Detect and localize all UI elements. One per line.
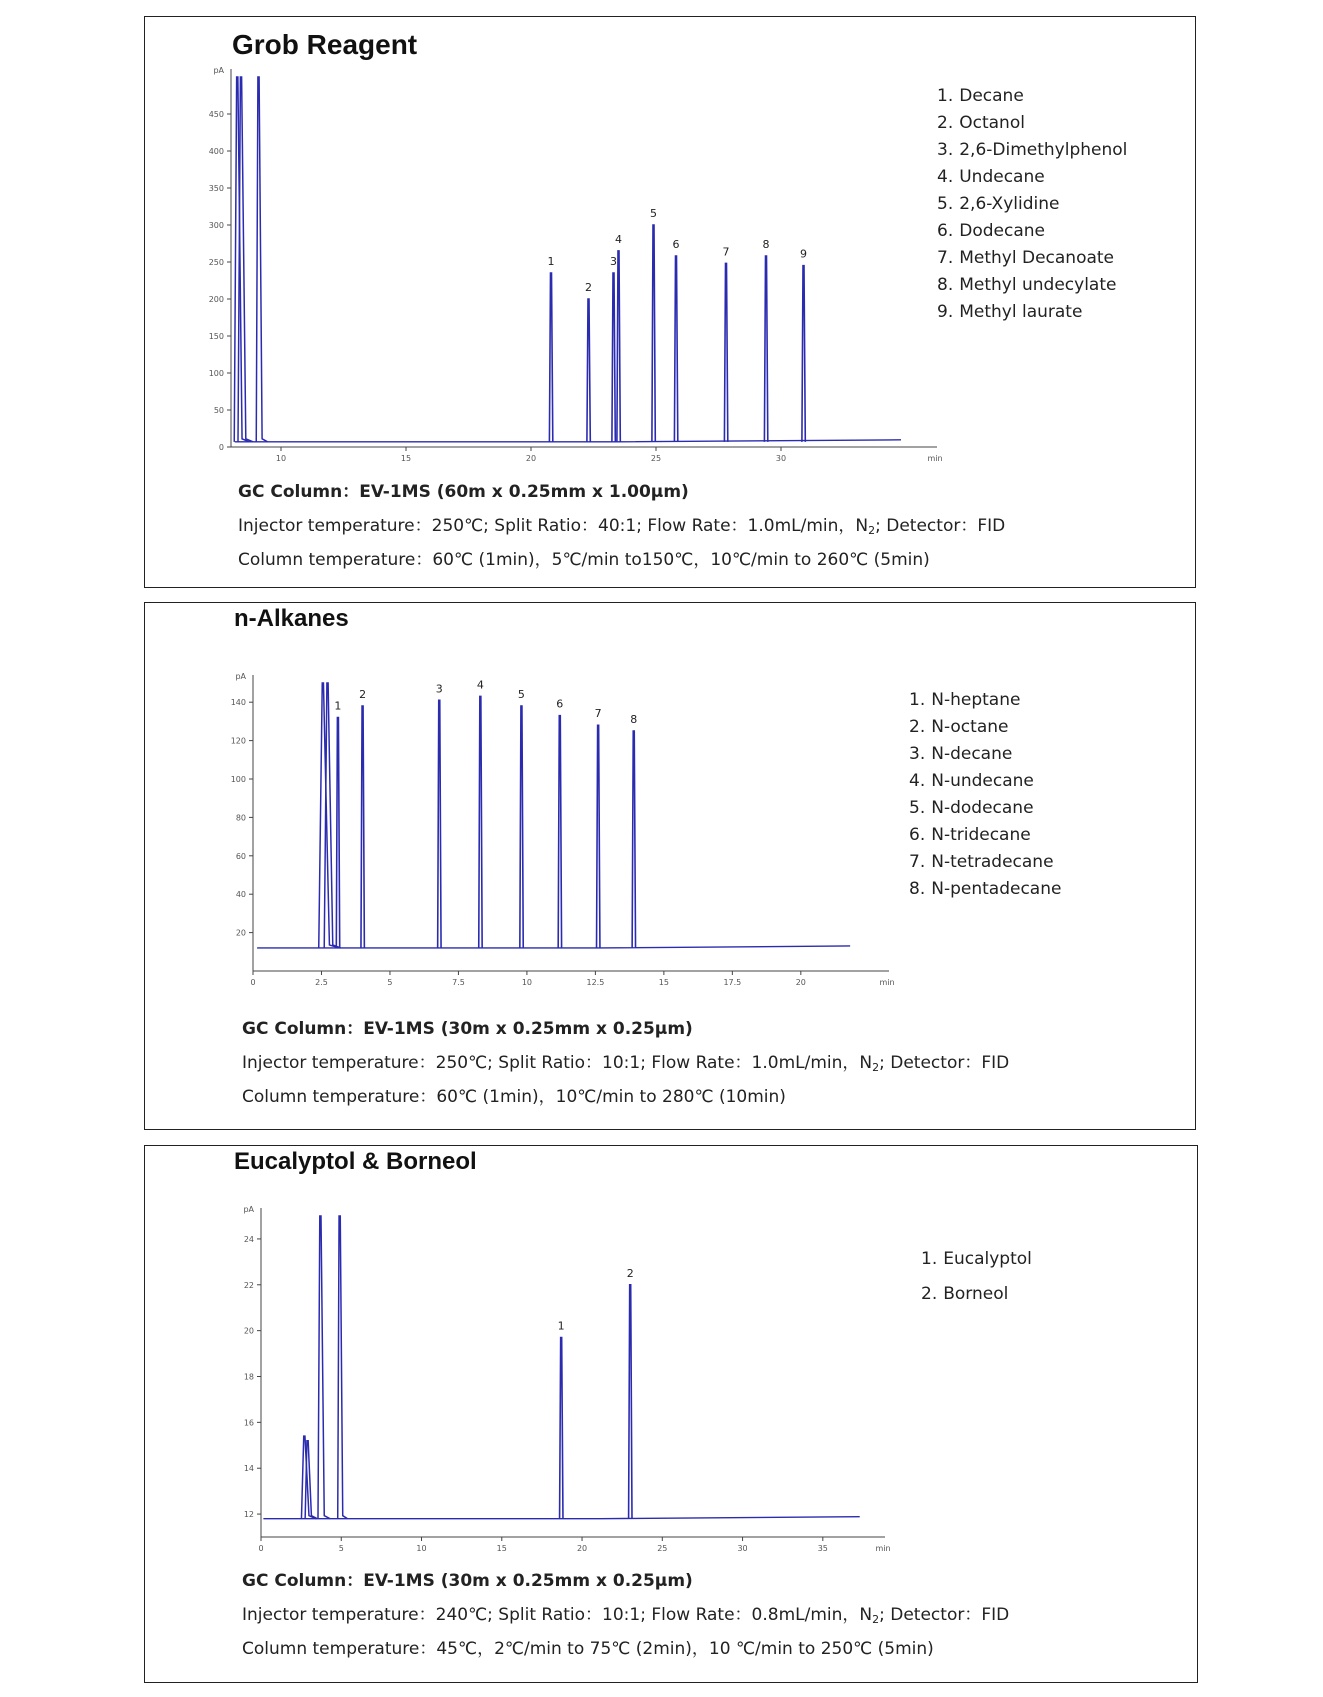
x-tick-label: 25 (650, 454, 662, 463)
peak (674, 256, 677, 442)
chromatogram-plot (145, 603, 915, 1003)
x-tick-label: 10 (275, 454, 287, 463)
legend-label: N-pentadecane (931, 879, 1062, 899)
peak-label: 2 (359, 688, 367, 702)
legend-item (937, 164, 1127, 191)
x-tick-label: 12.5 (586, 978, 605, 987)
peak-label: 7 (722, 245, 730, 259)
y-axis-label: pA (213, 66, 224, 75)
injector-text: Injector temperature：240℃; Split Ratio：10:1; Flow Rate：0.8mL/min，$N_2$; Detector：FID (242, 1605, 1010, 1626)
solvent-peak (338, 1216, 348, 1519)
y-tick-label: 20 (243, 1326, 254, 1336)
x-tick-label: 15 (400, 454, 412, 463)
x-tick-label: 20 (576, 1544, 588, 1553)
gc-column-text: GC Column：EV-1MS (30m x 0.25mm x 0.25μm) (242, 1019, 693, 1039)
legend-number: 2. (921, 1284, 938, 1304)
x-tick-label: 30 (775, 454, 787, 463)
x-axis-label: min (875, 1544, 891, 1553)
x-axis-label: min (879, 978, 895, 987)
legend-number: 1. (937, 86, 954, 106)
peak (612, 273, 615, 442)
chromatogram-plot (145, 17, 945, 467)
y-tick-label: 300 (208, 221, 224, 230)
legend-item (937, 245, 1127, 272)
x-tick-label: 7.5 (452, 978, 465, 987)
legend-item (909, 876, 1061, 903)
peak-label: 1 (547, 255, 555, 269)
y-tick-label: 24 (243, 1234, 254, 1244)
y-tick-label: 100 (230, 775, 246, 784)
peak-label: 8 (762, 238, 770, 252)
peak-label: 6 (556, 697, 564, 711)
legend-label: Eucalyptol (943, 1249, 1032, 1269)
peak-label: 2 (585, 281, 592, 294)
chart-panel-alkanes (144, 602, 1196, 1130)
solvent-peak (256, 77, 267, 442)
gc-conditions (242, 1012, 1009, 1114)
x-axis-label: min (927, 454, 943, 463)
y-tick-label: 80 (235, 813, 246, 823)
x-tick-label: 15 (496, 1544, 507, 1553)
peak-label: 9 (800, 247, 807, 261)
x-tick-label: 5 (387, 978, 393, 987)
peak (597, 725, 600, 948)
peak (336, 718, 339, 948)
solvent-peak (318, 1216, 330, 1519)
peak (520, 706, 523, 948)
legend-label: Undecane (959, 167, 1045, 187)
x-tick-label: 20 (795, 978, 806, 987)
peak (479, 696, 482, 948)
legend-label: N-dodecane (931, 798, 1034, 818)
y-axis-label: pA (243, 1205, 254, 1214)
y-tick-label: 0 (218, 443, 224, 452)
peak-legend (909, 687, 1061, 903)
legend-item (937, 218, 1127, 245)
legend-number: 3. (909, 744, 926, 764)
peak-label: 1 (557, 1319, 565, 1333)
y-tick-label: 60 (235, 851, 246, 861)
chart-panel-grob (144, 16, 1196, 588)
x-tick-label: 10 (521, 978, 533, 987)
legend-label: N-octane (931, 717, 1009, 737)
gc-column-text: GC Column：EV-1MS (60m x 0.25mm x 1.00μm) (238, 482, 689, 502)
y-tick-label: 100 (208, 369, 224, 378)
legend-number: 5. (937, 194, 954, 214)
peak-label: 4 (476, 678, 484, 692)
legend-number: 7. (937, 248, 954, 268)
legend-label: N-decane (931, 744, 1013, 764)
legend-item (909, 768, 1061, 795)
peak (802, 266, 805, 442)
y-tick-label: 22 (243, 1280, 254, 1290)
peak (438, 700, 441, 948)
legend-label: N-tridecane (931, 825, 1031, 845)
legend-item (909, 714, 1061, 741)
baseline-trace (235, 440, 901, 442)
injector-text: Injector temperature：250℃; Split Ratio：10:1; Flow Rate：1.0mL/min，$N_2$; Detector：FID (242, 1053, 1010, 1074)
legend-item (909, 795, 1061, 822)
chart-panel-eucalyptol (144, 1145, 1198, 1683)
legend-label: Borneol (943, 1284, 1009, 1304)
peak (629, 1285, 632, 1519)
x-tick-label: 0 (250, 978, 256, 987)
x-tick-label: 15 (658, 978, 669, 987)
gc-conditions (238, 475, 1005, 577)
y-tick-label: 12 (243, 1510, 254, 1520)
legend-item (937, 83, 1127, 110)
legend-item (937, 272, 1127, 299)
x-tick-label: 30 (737, 1544, 748, 1553)
peak (617, 251, 620, 442)
peak-legend (937, 83, 1127, 326)
legend-label: Methyl Decanoate (959, 248, 1115, 268)
legend-number: 9. (937, 302, 954, 322)
chart-title: Grob Reagent (232, 29, 418, 60)
legend-number: 5. (909, 798, 926, 818)
legend-number: 6. (909, 825, 926, 845)
y-tick-label: 16 (243, 1418, 254, 1428)
legend-number: 4. (937, 167, 954, 187)
legend-number: 1. (909, 690, 926, 710)
y-tick-label: 20 (235, 928, 246, 938)
x-tick-label: 20 (525, 454, 537, 463)
legend-number: 2. (937, 113, 954, 133)
legend-label: Octanol (959, 113, 1025, 133)
legend-number: 2. (909, 717, 926, 737)
legend-item (909, 849, 1061, 876)
legend-number: 8. (909, 879, 926, 899)
y-tick-label: 150 (208, 332, 224, 341)
chart-title: n-Alkanes (234, 605, 349, 632)
legend-number: 1. (921, 1249, 938, 1269)
chart-title: Eucalyptol & Borneol (234, 1148, 477, 1175)
baseline-trace (257, 946, 850, 948)
y-axis-label: pA (235, 672, 246, 681)
x-tick-label: 35 (817, 1544, 828, 1553)
column-temperature-text: Column temperature：60℃ (1min)，10℃/min to 280℃ (10min) (242, 1087, 786, 1107)
peak (549, 273, 552, 442)
gc-conditions (242, 1564, 1009, 1666)
peak-label: 3 (435, 682, 443, 696)
peak-label: 1 (334, 699, 342, 713)
legend-item (921, 1277, 1032, 1312)
legend-number: 3. (937, 140, 954, 160)
peak-label: 4 (615, 232, 622, 246)
peak (652, 225, 655, 442)
injector-text: Injector temperature：250℃; Split Ratio：40:1; Flow Rate：1.0mL/min，$N_2$; Detector：FID (238, 516, 1006, 537)
gc-column-text: GC Column：EV-1MS (30m x 0.25mm x 0.25μm) (242, 1571, 693, 1591)
legend-item (937, 191, 1127, 218)
legend-label: Methyl laurate (959, 302, 1083, 322)
peak (560, 1338, 563, 1519)
baseline-trace (263, 1517, 859, 1519)
column-temperature-text: Column temperature：60℃ (1min)，5℃/min to150℃，10℃/min to 260℃ (5min) (238, 550, 930, 570)
peak (632, 731, 635, 948)
legend-label: N-undecane (931, 771, 1034, 791)
legend-item (921, 1242, 1032, 1277)
legend-item (937, 137, 1127, 164)
y-tick-label: 450 (208, 110, 224, 119)
x-tick-label: 25 (657, 1544, 668, 1553)
legend-label: 2,6-Xylidine (959, 194, 1060, 214)
peak-label: 8 (630, 713, 638, 726)
y-tick-label: 14 (243, 1464, 254, 1474)
y-tick-label: 140 (230, 698, 246, 708)
column-temperature-text: Column temperature：45℃，2℃/min to 75℃ (2min)，10 ℃/min to 250℃ (5min) (242, 1639, 934, 1659)
legend-number: 7. (909, 852, 926, 872)
legend-label: N-tetradecane (931, 852, 1054, 872)
chromatogram-plot (145, 1146, 915, 1556)
y-tick-label: 18 (243, 1372, 254, 1382)
x-tick-label: 17.5 (723, 978, 742, 987)
legend-label: Decane (959, 86, 1024, 106)
y-tick-label: 200 (208, 295, 224, 304)
x-tick-label: 5 (338, 1544, 344, 1553)
peak-label: 2 (626, 1266, 634, 1280)
legend-item (909, 822, 1061, 849)
peak-label: 5 (650, 207, 657, 220)
x-tick-label: 10 (416, 1544, 427, 1553)
y-tick-label: 350 (208, 184, 224, 193)
y-tick-label: 250 (208, 258, 224, 267)
x-tick-label: 0 (258, 1544, 264, 1553)
y-tick-label: 400 (208, 147, 224, 156)
peak-label: 7 (594, 707, 602, 721)
legend-item (909, 687, 1061, 714)
legend-item (909, 741, 1061, 768)
legend-number: 8. (937, 275, 954, 295)
peak (361, 706, 364, 948)
peak-legend (921, 1242, 1032, 1312)
peak (587, 299, 590, 442)
legend-label: Dodecane (959, 221, 1045, 241)
peak (558, 716, 561, 948)
legend-item (937, 299, 1127, 326)
peak-label: 5 (517, 688, 525, 702)
y-tick-label: 40 (235, 890, 246, 900)
legend-label: Methyl undecylate (959, 275, 1117, 295)
y-tick-label: 50 (213, 406, 224, 415)
peak (724, 263, 727, 441)
legend-item (937, 110, 1127, 137)
peak (764, 256, 767, 442)
legend-number: 6. (937, 221, 954, 241)
x-tick-label: 2.5 (315, 978, 328, 987)
y-tick-label: 120 (230, 736, 246, 746)
peak-label: 3 (610, 255, 617, 269)
legend-label: N-heptane (931, 690, 1021, 710)
peak-label: 6 (672, 238, 680, 252)
legend-label: 2,6-Dimethylphenol (959, 140, 1128, 160)
legend-number: 4. (909, 771, 926, 791)
